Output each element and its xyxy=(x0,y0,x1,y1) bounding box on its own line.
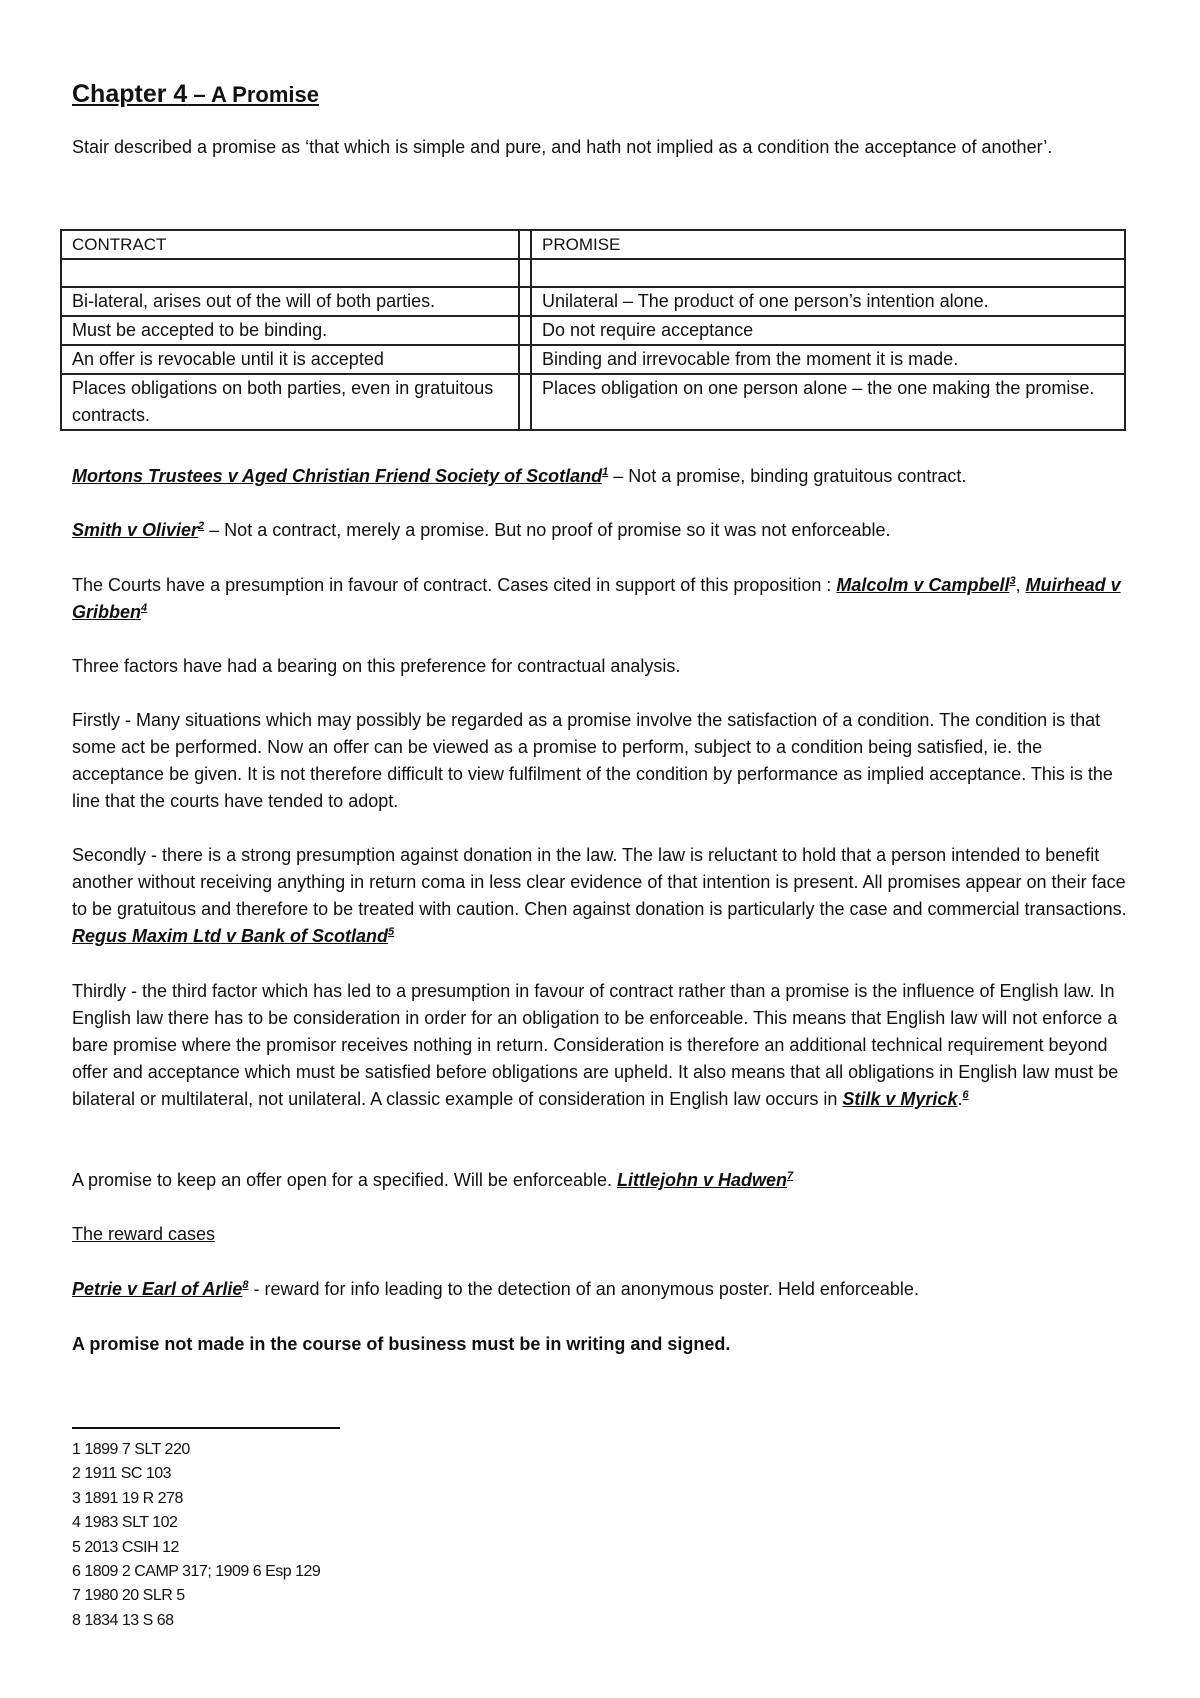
case-name: Mortons Trustees v Aged Christian Friend Society of Scotland xyxy=(72,466,603,486)
footnote-ref: 1 xyxy=(602,466,609,478)
contract-cell: Places obligations on both parties, even in gratuitous contracts. xyxy=(61,374,519,430)
footnote-ref: 8 xyxy=(242,1279,249,1291)
footnote-item: 8 1834 13 S 68 xyxy=(72,1611,174,1629)
footnote-item: 2 1911 SC 103 xyxy=(72,1465,172,1483)
footnote-item: 7 1980 20 SLR 5 xyxy=(72,1587,185,1605)
case-name: Stilk v Myrick xyxy=(842,1089,958,1109)
case-name: Petrie v Earl of Arlie xyxy=(72,1279,243,1299)
footnote-ref: 5 xyxy=(388,926,395,938)
thirdly-paragraph: Thirdly - the third factor which has led to a presumption in favour of contract rather than a promise is the influence of English law. In English law there has to be consideration in order for an obligation to be enforceable. This means that English law will not enforce a bare promise where the promisor receives nothing in return. Consideration is therefore an additional technical requirement beyond offer and acceptance which must be satisfied before obligations are upheld. It also means that all obligations in English law must be bilateral or multilateral, not unilateral. A classic example of consideration in English law occurs in Stilk v Myrick.$^6$ xyxy=(72,981,1119,1109)
case-name: Smith v Olivier xyxy=(72,520,199,540)
contract-promise-table xyxy=(60,229,1126,431)
header-contract: CONTRACT xyxy=(61,230,519,259)
table-row xyxy=(61,345,1125,374)
case-smith-paragraph: Smith v Olivier$^2$ – Not a contract, merely a promise. But no proof of promise so it was not enforceable. xyxy=(72,520,891,540)
footnote-item: 6 1809 2 CAMP 317; 1909 6 Esp 129 xyxy=(72,1563,321,1581)
promise-cell: Unilateral – The product of one person’s intention alone. xyxy=(531,287,1125,316)
table-header-row xyxy=(61,230,1125,259)
case-name: Malcolm v Campbell xyxy=(836,575,1010,595)
firstly-paragraph: Firstly - Many situations which may possibly be regarded as a promise involve the satisfaction of a condition. The condition is that some act be performed. Now an offer can be viewed as a promise to perform, subject to a condition being satisfied, ie. the acceptance be given. It is not therefore difficult to view fulfilment of the condition by performance as implied acceptance. This is the line that the courts have tended to adopt. xyxy=(72,710,1113,811)
reward-case-paragraph: Petrie v Earl of Arlie$^8$ - reward for info leading to the detection of an anonymous poster. Held enforceable. xyxy=(72,1279,919,1299)
contract-cell: Must be accepted to be binding. xyxy=(61,316,519,345)
footnote-item: 4 1983 SLT 102 xyxy=(72,1514,178,1532)
footnote-ref: 6 xyxy=(962,1089,969,1101)
footnote-ref: 3 xyxy=(1009,575,1016,587)
case-name: Regus Maxim Ltd v Bank of Scotland xyxy=(72,926,389,946)
case-mortons-paragraph: Mortons Trustees v Aged Christian Friend Society of Scotland$^1$ – Not a promise, binding gratuitous contract. xyxy=(72,466,967,486)
header-promise: PROMISE xyxy=(531,230,1125,259)
promise-cell: Places obligation on one person alone – the one making the promise. xyxy=(531,374,1125,430)
footnotes-list xyxy=(72,1438,320,1633)
footnote-ref: 4 xyxy=(141,602,148,614)
secondly-paragraph: Secondly - there is a strong presumption against donation in the law. The law is reluctant to hold that a person intended to benefit another without receiving anything in return coma in less clear evidence of that intention is present. All promises appear on their face to be gratuitous and therefore to be treated with caution. Chen against donation is particularly the case and commercial transactions. Regus Maxim Ltd v Bank of Scotland$^5$ xyxy=(72,845,1127,946)
chapter-subtitle: – A Promise xyxy=(187,82,319,107)
promise-cell: Binding and irrevocable from the moment it is made. xyxy=(531,345,1125,374)
case-name: Muirhead v Gribben xyxy=(72,575,1121,622)
reward-cases-heading: The reward cases xyxy=(72,1224,216,1244)
contract-cell: An offer is revocable until it is accepted xyxy=(61,345,519,374)
chapter-number: Chapter 4 xyxy=(72,80,188,108)
writing-rule-paragraph: A promise not made in the course of business must be in writing and signed. xyxy=(72,1334,731,1354)
table-blank-row xyxy=(61,259,1125,287)
footnote-item: 5 2013 CSIH 12 xyxy=(72,1538,179,1556)
table-row xyxy=(61,374,1125,430)
table-row xyxy=(61,287,1125,316)
intro-paragraph: Stair described a promise as ‘that which is simple and pure, and hath not implied as a condition the acceptance of another’. xyxy=(72,137,1053,157)
footnote-item: 1 1899 7 SLT 220 xyxy=(72,1441,190,1458)
footnote-item: 3 1891 19 R 278 xyxy=(72,1489,183,1507)
footnote-ref: 7 xyxy=(787,1170,794,1182)
promise-cell: Do not require acceptance xyxy=(531,316,1125,345)
presumption-paragraph: The Courts have a presumption in favour of contract. Cases cited in support of this proposition : Malcolm v Campbell$^3$, Muirhead v Gribben$^4$ xyxy=(72,575,1121,622)
table-row xyxy=(61,316,1125,345)
case-name: Littlejohn v Hadwen xyxy=(616,1170,787,1190)
offer-open-paragraph: A promise to keep an offer open for a specified. Will be enforceable. Littlejohn v Hadwen$^7$ xyxy=(72,1170,794,1190)
three-factors-paragraph: Three factors have had a bearing on this preference for contractual analysis. xyxy=(72,656,681,676)
footnote-separator xyxy=(72,1427,340,1429)
chapter-title xyxy=(72,80,319,109)
footnote-ref: 2 xyxy=(198,520,205,532)
contract-cell: Bi-lateral, arises out of the will of both parties. xyxy=(61,287,519,316)
